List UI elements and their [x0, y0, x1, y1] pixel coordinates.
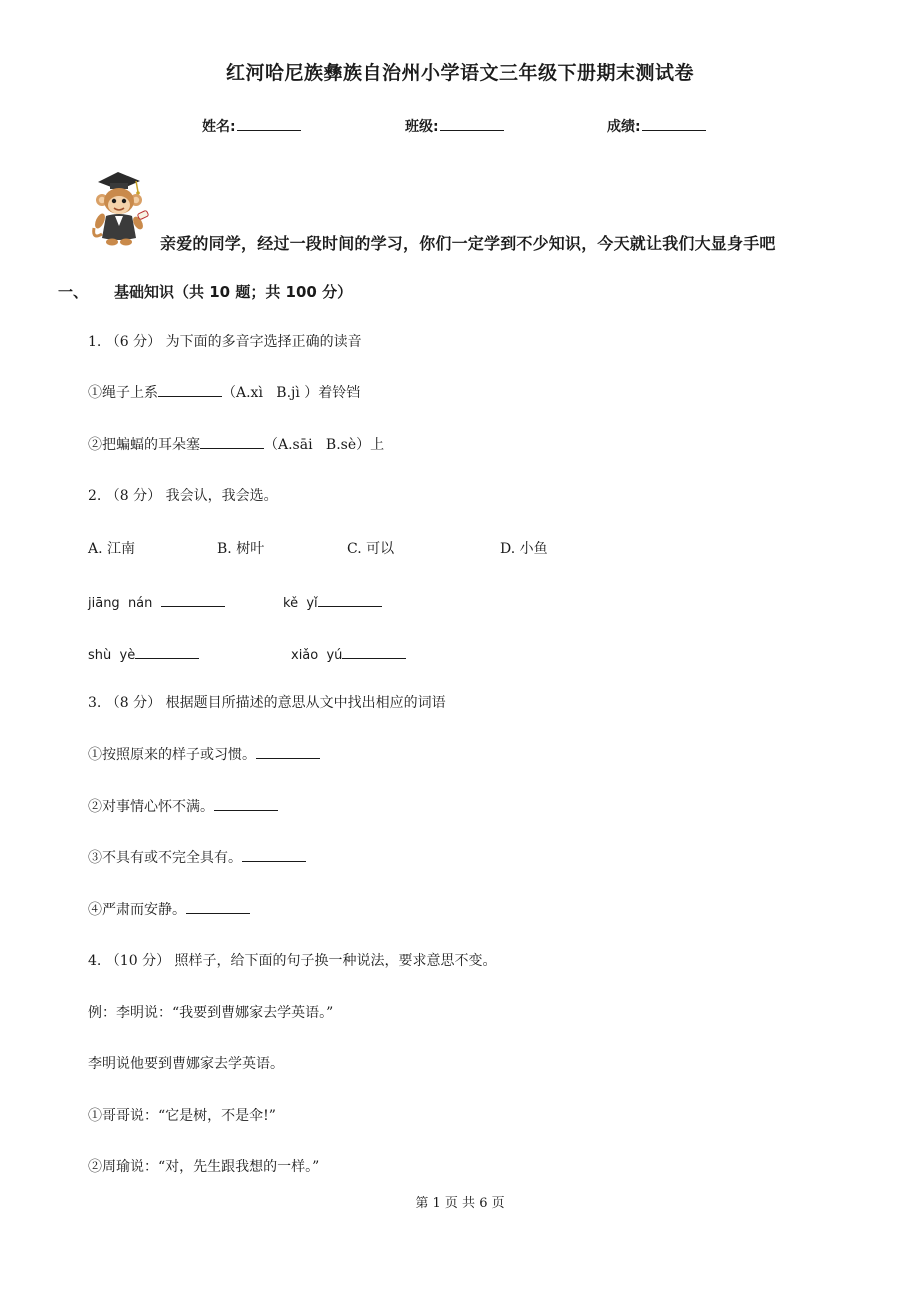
q2-option-b: B. 树叶	[217, 541, 265, 557]
greeting-text: 亲爱的同学，经过一段时间的学习，你们一定学到不少知识，今天就让我们大显身手吧	[160, 234, 776, 253]
q3-item-3	[88, 848, 306, 868]
section-heading	[58, 281, 352, 302]
q2-pinyin-2-text: kě yǐ	[283, 596, 318, 611]
q2-pinyin-3-text: shù yè	[88, 648, 136, 663]
class-blank	[440, 116, 504, 131]
q2-pinyin-1-blank[interactable]	[161, 593, 225, 607]
q2-pinyin-4	[291, 645, 406, 663]
q4-example: 例：李明说：“我要到曹娜家去学英语。”	[88, 1005, 334, 1021]
name-field	[202, 116, 301, 136]
q4-item-2: ②周瑜说：“对，先生跟我想的一样。”	[88, 1159, 320, 1175]
student-info-row	[0, 116, 920, 138]
q3-item-1	[88, 745, 320, 765]
q1-item-1-pre: ①绳子上系	[88, 385, 158, 401]
q3-header: 3. （8 分） 根据题目所描述的意思从文中找出相应的词语	[88, 695, 446, 711]
q2-pinyin-2-blank[interactable]	[318, 593, 382, 607]
q2-pinyin-4-text: xiǎo yú	[291, 648, 343, 663]
q3-item-1-text: ①按照原来的样子或习惯。	[88, 747, 256, 763]
q2-pinyin-3	[88, 645, 199, 663]
q1-item-2-blank[interactable]	[200, 435, 264, 449]
q3-item-2-text: ②对事情心怀不满。	[88, 799, 214, 815]
name-label: 姓名:	[202, 119, 236, 135]
graduate-monkey-icon	[88, 168, 152, 250]
q3-item-3-blank[interactable]	[242, 848, 306, 862]
page-footer: 第 1 页 共 6 页	[415, 1196, 505, 1211]
score-label: 成绩:	[607, 119, 641, 135]
class-field	[405, 116, 504, 136]
score-field	[607, 116, 706, 136]
q4-header: 4. （10 分） 照样子，给下面的句子换一种说法，要求意思不变。	[88, 953, 497, 969]
q2-pinyin-3-blank[interactable]	[135, 645, 199, 659]
q2-option-d: D. 小鱼	[500, 541, 548, 557]
q2-pinyin-2	[283, 593, 382, 611]
q3-item-3-text: ③不具有或不完全具有。	[88, 850, 242, 866]
q4-item-1: ①哥哥说：“它是树，不是伞!”	[88, 1108, 276, 1124]
q3-item-4	[88, 900, 250, 920]
score-blank	[642, 116, 706, 131]
q2-pinyin-1-text: jiāng nán	[88, 596, 153, 611]
q1-item-2-post: （A.sāi B.sè）上	[264, 437, 385, 453]
q2-pinyin-1	[88, 593, 225, 611]
q1-item-2-pre: ②把蝙蝠的耳朵塞	[88, 437, 200, 453]
q1-item-1-blank[interactable]	[158, 383, 222, 397]
page-title: 红河哈尼族彝族自治州小学语文三年级下册期末测试卷	[225, 62, 694, 84]
q4-example-answer: 李明说他要到曹娜家去学英语。	[88, 1056, 284, 1072]
class-label: 班级:	[405, 119, 439, 135]
q1-item-1	[88, 383, 360, 403]
q1-item-2	[88, 435, 384, 455]
q1-header: 1. （6 分） 为下面的多音字选择正确的读音	[88, 334, 362, 350]
section-number: 一、	[58, 283, 89, 301]
q2-header: 2. （8 分） 我会认，我会选。	[88, 488, 278, 504]
q2-pinyin-4-blank[interactable]	[342, 645, 406, 659]
q1-item-1-post: （A.xì B.jì ）着铃铛	[222, 385, 361, 401]
q3-item-2	[88, 797, 278, 817]
name-blank	[237, 116, 301, 131]
q3-item-4-text: ④严肃而安静。	[88, 902, 186, 918]
section-title: 基础知识（共 10 题；共 100 分）	[114, 283, 353, 301]
q2-option-c: C. 可以	[347, 541, 395, 557]
q2-option-a: A. 江南	[88, 541, 136, 557]
q3-item-4-blank[interactable]	[186, 900, 250, 914]
q3-item-1-blank[interactable]	[256, 745, 320, 759]
q3-item-2-blank[interactable]	[214, 797, 278, 811]
